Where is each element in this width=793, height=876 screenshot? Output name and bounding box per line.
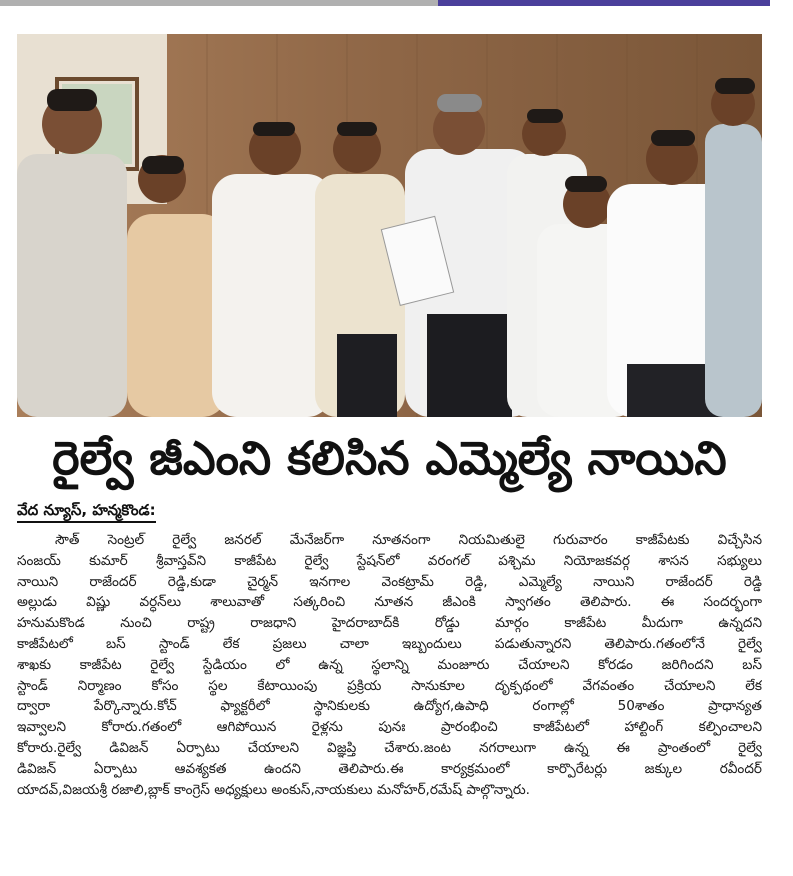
article-body-line: అల్లుడు విష్ణు వర్ధన్‌లు శాలువాతో సత్కరించి నూతన జీఎంకి స్వాగతం తెలిపారు. ఈ సందర్భంగా [17,594,762,611]
article-body-line: సౌత్ సెంట్రల్ రైల్వే జనరల్ మేనేజర్‌గా నూతనంగా నియమితులై గురువారం కాజీపేటకు విచ్చేసిన [55,532,762,548]
article-body-line: కోరారు.రైల్వే డివిజన్ ఏర్పాటు చేయాలని విజ్ఞప్తి చేశారు.జంట నగరాలుగా ఉన్న ఈ ప్రాంతంలో రైల్వే [17,739,762,756]
article-headline: రైల్వే జీఎంని కలిసిన ఎమ్మెల్యే నాయిని [52,431,727,485]
article-body-line: కాజీపేటలో బస్ స్టాండ్ లేక ప్రజలు చాలా ఇబ్బందులు పడుతున్నారని తెలిపారు.గతంలోనే రైల్వే [17,635,762,652]
article-body-line: సంజయ్ కుమార్ శ్రీవాస్తవ్‌ని కాజీపేట రైల్వే స్టేషన్‌లో వరంగల్ పశ్చిమ నియోజకవర్గ శాసన సభ్యులు [17,552,762,569]
article-body-line: నాయిని రాజేందర్ రెడ్డి,కుడా చైర్మన్ ఇనగాల వెంకట్రామ్ రెడ్డి, ఎమ్మెల్యే నాయిని రాజేందర్ రెడ్డి [17,573,762,590]
top-accent-rule [438,0,770,6]
article-body-line: డివిజన్ ఏర్పాటు ఆవశ్యకత ఉందని తెలిపారు.ఈ కార్యక్రమంలో కార్పొరేటర్లు జక్కుల రవీందర్ [17,760,762,777]
article-body-line: స్టాండ్ నిర్మాణం కోసం స్థల కేటాయింపు ప్రక్రియ సానుకూల దృక్పథంలో వేగవంతం చేయాలని లేక [17,677,762,694]
article-body-line: ద్వారా పేర్కొన్నారు.కోచ్ ఫ్యాక్టరీలో స్థానికులకు ఉద్యోగ,ఉపాధి రంగాల్లో 50శాతం ప్రాధాన్యత [17,698,762,715]
article-body-line: ఇవ్వాలని కోరారు.గతంలో ఆగిపోయిన రైళ్లను పునః ప్రారంభించి కాజీపేటలో హాల్టింగ్ కల్పించాలని [17,719,762,736]
article-body [17,530,762,800]
article-body-line: యాదవ్,విజయశ్రీ రజాలి,బ్లాక్ కాంగ్రెస్ అధ్యక్షులు అంకుస్,నాయకులు మనోహర్,రమేష్ పాల్గొన్నారు. [17,781,530,798]
article-dateline: వేద న్యూస్, హన్మకొండ: [17,499,156,523]
news-photo-illustration [17,34,762,417]
top-rule [0,0,438,6]
article-body-line: శాఖకు కాజీపేట రైల్వే స్టేడియం లో ఉన్న స్థలాన్ని మంజూరు చేయాలని కోరడం జరిగిందని బస్ [17,656,762,673]
article-body-line: హనుమకొండ నుంచి రాష్ట్ర రాజధాని హైదరాబాద్‌కి రోడ్డు మార్గం కాజీపేట మీదుగా ఉన్నదని [17,615,762,632]
news-photo [17,34,762,417]
